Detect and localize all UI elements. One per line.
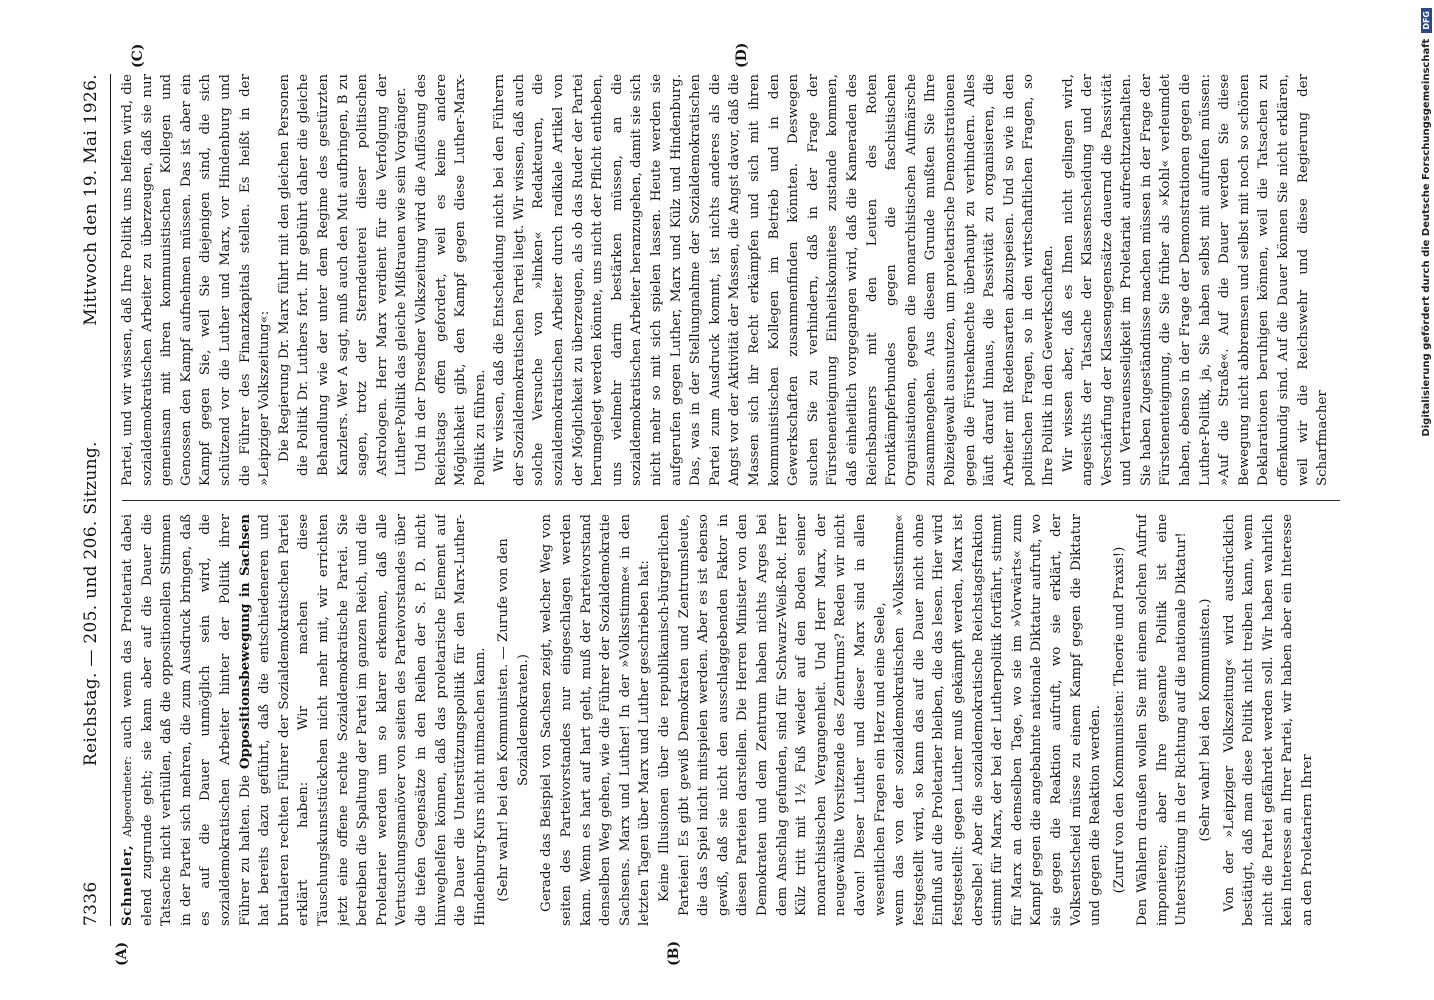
margin-marker-a: (A) [114, 941, 130, 966]
speaker-role: Abgeordneter: [121, 756, 134, 837]
paragraph: Und in der Dresdner Volkszeitung wird die Auflösung des Reichstags offen gefordert, weil es keine andere Möglichkeit gibt, den Kampf gegen diese Luther-Marx-Politik zu führen. [413, 74, 488, 486]
interjection: (Sehr wahr! bei den Kommunisten.) [1198, 598, 1214, 842]
credit-text: Digitalisierung gefördert durch die Deutsche Forschungsgemeinschaft [1420, 38, 1432, 437]
interjection: (Sehr wahr! bei den Kommunisten. — Zurufe von den Sozialdemokraten.) [496, 538, 531, 902]
paragraph: Den Wählern draußen wollen Sie mit einem solchen Aufruf imponieren; aber Ihre gesamte Politik ist eine Unterstützung in der Richtung auf die nationale Diktatur! [1135, 514, 1190, 926]
left-column [118, 514, 1344, 926]
paragraph: Wir wissen, daß die Entscheidung nicht bei den Führern der Sozialdemokratischen Partei liegt. Wir wissen, daß auch solche Versuche von »linken« Redakteuren, die sozialdemokratischen Arbeiter durch radikale Artikel von der Möglichkeit zu überzeugen, als ob das Ruder der Partei herumgelegt werden könnte, uns nicht der Pflicht entheben, uns vielmehr darin bestärken müssen, an die sozialdemokratischen Arbeiter heranzugehen, damit sie sich nicht mehr so mit sich spielen lassen. Heute werden sie aufgerufen gegen Luther, Marx und Külz und Hindenburg. Das, was in der Stellungnahme der Sozialdemokratischen Partei zum Ausdruck kommt, ist nichts anderes als die Angst vor der Aktivität der Massen, die Angst davor, daß die Massen sich ihr Recht erkämpfen und sich mit ihren kommunistischen Kollegen im Betrieb und in den Gewerkschaften zusammenfinden könnten. Deswegen suchen Sie zu verhindern, daß in der Frage der Fürstenenteignung Einheitskomitees zustande kommen, daß einheitlich vorgegangen wird, daß die Kameraden des Reichsbanners mit den Leuten des Roten Frontkämpferbundes gegen die faschistischen Organisationen, gegen die monarchistischen Aufmärsche zusammengehen. Aus diesem Grunde mußten Sie Ihre Polizeigewalt ausnutzen, um proletarische Demonstrationen gegen die Fürstenknechte überhaupt zu verhindern. Alles läuft darauf hinaus, die Passivität zu organisieren, die Arbeiter mit Redensarten abzuspeisen. Und so wie in den politischen Fragen, so in den wirtschaftlichen Fragen, so Ihre Politik in den Gewerkschaften. [492, 74, 1056, 486]
bold-phrase: Oppositionsbewegung in Sachsen [236, 514, 253, 770]
speaker-line [118, 514, 490, 926]
page-number: 7336 [81, 881, 101, 926]
paragraph: Wir wissen aber, daß es Ihnen nicht gelingen wird, angesichts der Tatsache der Klassenscheidung und der Verschärfung der Klassengegensätze dauernd die Passivität und Vertrauensseligkeit im Proletariat aufrechtzuerhalten. Sie haben Zugeständnisse machen müssen in der Frage der Fürstenenteignung, die Sie früher als »Kohl« verleumdet haben, ebenso in der Frage der Demonstrationen gegen die Luther-Politik, ja, Sie haben selbst mit aufrufen müssen: »Auf die Straße«. Auf die Dauer werden Sie diese Bewegung nicht abbremsen und selbst mit noch so schönen Deklarationen beruhigen können, weil die Tatsachen zu offenkundig sind. Auf die Dauer können Sie nicht erklären, weil wir die Reichswehr und diese Regierung der Scharfmacher [1060, 74, 1331, 486]
page-header [74, 74, 108, 926]
margin-marker-d: (D) [734, 42, 750, 68]
digitization-credit [1418, 4, 1434, 998]
paragraph: Gerade das Beispiel von Sachsen zeigt, welcher Weg von seiten des Parteivorstandes nur eingeschlagen werden kann. Wenn es hart auf hart geht, muß der Parteivorstand denselben Weg gehen, wie die Führer der Sozialdemokratie Sachsens. Marx und Luther! In der »Volksstimme« in den letzten Tagen über Marx und Luther geschrieben hat: [539, 514, 653, 926]
paragraph: Partei, und wir wissen, daß Ihre Politik uns helfen wird, die sozialdemokratischen Arbeiter zu überzeugen, daß sie nur gemeinsam mit ihren kommunistischen Kollegen und Genossen den Kampf aufnehmen müssen. Das ist aber ein Kampf gegen Sie, weil Sie diejenigen sind, die sich schützend vor die Luther und Marx, vor Hindenburg und die Führer des Finanzkapitals stellen. Es heißt in der »Leipziger Volkszeitung«: [120, 74, 273, 486]
paragraph-text: hat bereits dazu geführt, daß die entschiedeneren und brutaleren rechten Führer der Sozialdemokratischen Partei erklärt haben: Wir machen diese Täuschungskunststückchen nicht mehr mit, wir errichten jetzt eine offene rechte Sozialdemokratische Partei. Sie betreiben die Spaltung der Partei im ganzen Reich, und die Proletarier werden um so klarer erkennen, daß alle Vertuschungsmanöver von seiten des Parteivorstandes über die tiefen Gegensätze in den Reihen der S. P. D. nicht hinweghelfen können, daß das proletarische Element auf die Dauer die Unterstützungspolitik für den Marx-Luther-Hindenburg-Kurs nicht mitmachen kann. [257, 514, 488, 926]
quotation: Die Regierung Dr. Marx führt mit den gleichen Personen die Politik Dr. Luthers fort. Ihr gebührt daher die gleiche Behandlung wie der unter dem Regime des gestürzten Kanzlers. Wer A sagt, muß auch den Mut aufbringen, B zu sagen, trotz der Sterndeuterei dieser politischen Astrologen. Herr Marx verdient für die Verfolgung der Luther-Politik das gleiche Mißtrauen wie sein Vorgänger. [276, 74, 410, 476]
column-divider [122, 500, 1340, 501]
interjection: (Zuruf von den Kommunisten: Theorie und Praxis!) [1111, 546, 1127, 894]
dfg-logo: DFG [1421, 8, 1432, 33]
margin-marker-b: (B) [666, 940, 682, 966]
quotation: Keine Illusionen über die republikanisch-bürgerlichen Parteien! Es gibt gewiß Demokraten und Zentrumsleute, die das Spiel nicht mitspielen werden. Aber es ist ebenso gewiß, daß sie nicht den ausschlaggebenden Faktor in diesen Parteien darstellen. Die Herren Minister von den Demokraten und dem Zentrum haben nichts Arges bei dem Anschlag gefunden, sind für Schwarz-Weiß-Rot. Herr Külz tritt mit 1½ Fuß wieder auf den Boden seiner monarchistischen Vergangenheit. Und Herr Marx, der neugewählte Vorsitzende des Zentrums? Reden wir nicht davon! Dieser Luther und dieser Marx sind in allen wesentlichen Fragen ein Herz und eine Seele, [657, 514, 888, 916]
speaker-name: Schneller, [119, 844, 135, 926]
margin-marker-c: (C) [130, 43, 146, 68]
document-page [74, 42, 1364, 966]
session-date: Mittwoch den 19. Mai 1926. [81, 74, 101, 326]
paragraph-text: auch wenn das Proletariat dabei elend zugrunde geht; sie kann aber auf die Dauer die Tatsache nicht verhüllen, daß die oppositionellen Stimmen in der Partei sich mehren, die zum Ausdruck bringen, daß es auf die Dauer unmöglich sein wird, die sozialdemokratischen Arbeiter hinter der Politik ihrer Führer zu halten. Die [120, 514, 253, 926]
paragraph: wenn das von der sozialdemokratischen »Volksstimme« festgestellt wird, so kann das auf die Dauer nicht ohne Einfluß auf die Proletarier bleiben, die das lesen. Hier wird festgestellt: gegen Luther muß gekämpft werden, Marx ist derselbe! Aber die sozialdemokratische Reichstagsfraktion stimmt für Marx, der bei der Lutherpolitik fortfährt, stimmt für Marx an demselben Tage, wo sie im »Vorwärts« zum Kampf gegen die angebahnte nationale Diktatur aufruft, wo sie gegen die Reaktion aufruft, wo sie erklärt, der Volksentscheid müsse zu einem Kampf gegen die Diktatur und gegen die Reaktion werden. [892, 514, 1104, 926]
right-column [118, 74, 1344, 486]
header-rule [110, 74, 111, 926]
session-title: Reichstag. — 205. und 206. Sitzung. [81, 441, 101, 767]
paragraph: Von der »Leipziger Volkszeitung« wird ausdrücklich bestätigt, daß man diese Politik nicht treiben kann, wenn nicht die Partei gefährdet werden soll. Wir haben wahrlich kein Interesse an Ihrer Partei, wir haben aber ein Interesse an den Proletariern Ihrer [1221, 514, 1316, 926]
